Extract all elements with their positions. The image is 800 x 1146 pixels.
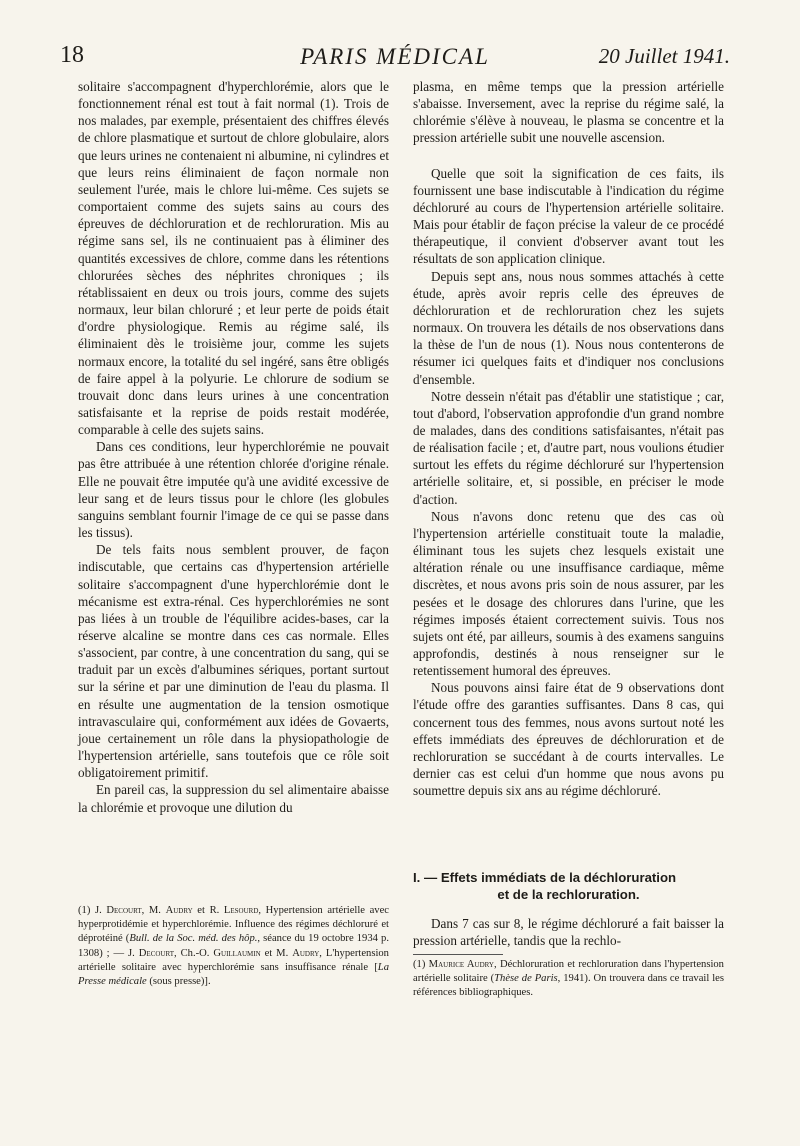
left-column [78,78,389,816]
paragraph: Quelle que soit la signification de ces faits, ils fournissent une base indiscutable à l'indication du régime déchloruré au cours de l'hypertension artérielle solitaire. Mais pour établir de façon précise la valeur de ce procédé thérapeutique, il convient d'observer avant tout les résultats de son application clinique. [413,165,724,267]
issue-date: 20 Juillet 1941. [598,44,730,68]
page-number: 18 [60,42,84,68]
left-footnote [78,904,389,989]
paragraph: Nous n'avons donc retenu que des cas où l'hypertension artérielle constituait toute la maladie, éliminant tous les sujets chez lesquels existait une altération rénale ou une insuffisance cardiaque, même discrètes, et nous avons pris soin de nous assurer, par les pesées et le dosage des chlorures dans l'urine, que les régimes imposés étaient correctement suivis. Tous nos sujets ont été, par ailleurs, soumis à des examens sanguins approfondis, destinés à nous renseigner sur le retentissement humoral des épreuves. [413,508,724,679]
paragraph: Nous pouvons ainsi faire état de 9 observations dont l'étude offre des garanties suffisantes. Dans 8 cas, qui concernent tous des femmes, nous avons surtout noté les effets immédiats des épreuves de déchloruration et de rechloruration se succédant à de courts intervalles. Le dernier cas est celui d'un homme que nous avons pu soumettre depuis six ans au régime déchloruré. [413,680,724,799]
section-heading: I. — Effets immédiats de la déchloruration et de la rechloruration. [413,870,677,902]
footnote-text: (1) Maurice Audry, Déchloruration et rechloruration dans l'hypertension artérielle solitaire (Thèse de Paris, 1941). On trouvera dans ce travail les références bibliographiques. [413,959,724,999]
paragraph: En pareil cas, la suppression du sel alimentaire abaisse la chlorémie et provoque une dilution du [78,782,389,815]
paragraph: Dans ces conditions, leur hyperchlorémie ne pouvait pas être attribuée à une rétention chlorée d'origine rénale. Elle ne pouvait être imputée qu'à une avidité excessive de leur sang et de leurs tissus pour le chlore (les globules sanguins semblant fournir l'image de ce qui se passe dans les tissus). [78,439,389,541]
right-footnote [413,958,724,1001]
paragraph: Notre dessein n'était pas d'établir une statistique ; car, tout d'abord, l'observation approfondie d'un grand nombre de malades, dans des conditions satisfaisantes, n'était pas de réalisation facile ; et, d'autre part, nous voulions étudier surtout les effets du régime déchloruré sur l'hypertension artérielle solitaire, et, si possible, en préciser le mode d'action. [413,388,724,507]
right-column [413,78,724,799]
paragraph: solitaire s'accompagnent d'hyperchlorémie, alors que le fonctionnement rénal est tout à fait normal (1). Trois de nos malades, par exemple, présentaient des chiffres élevés de chlore plasmatique et surtout de chlore globulaire, alors que leurs urines ne contenaient ni albumine, ni cylindres et que leurs reins éliminaient de façon normale non seulement l'urée, mais le chlore lui-même. Ces sujets se comportaient comme des sujets sains au cours des épreuves de déchloruration et de rechloruration. Mis au régime sans sel, ils ne continuaient pas à éliminer des quantités excessives de chlore, comme dans les rétentions chlorurées sèches des néphrites chroniques ; ils rétablissaient en deux ou trois jours, comme des sujets normaux, leur bilan chloruré ; et leur perte de poids était d'ordre physiologique. Remis au régime salé, ils éliminaient dès le troisième jour, comme les sujets normaux encore, la totalité du sel ingéré, sans être obligés de faire appel à la polyurie. Le chlorure de sodium se trouvait donc dans leurs urines à une concentration satisfaisante et la reprise de poids restait modérée, comparable à celle des sujets sains. [78,79,389,438]
paragraph: plasma, en même temps que la pression artérielle s'abaisse. Inversement, avec la reprise du régime salé, la chlorémie s'élève à nouveau, le plasma se concentre et la pression artérielle subit une nouvelle ascension. [413,79,724,146]
footnote-text: (1) J. Decourt, M. Audry et R. Lesourd, Hypertension artérielle avec hyperprotidémie et hyperchlorémie. Influence des régimes déchloruré et déprotéiné (Bull. de la Soc. méd. des hôp., séance du 19 octobre 1934 p. 1308) ; — J. Decourt, Ch.-O. Guillaumin et M. Audry, L'hypertension artérielle solitaire avec hyperchlorémie sans insuffisance rénale [La Presse médicale (sous presse)]. [78,905,390,988]
paragraph: De tels faits nous semblent prouver, de façon indiscutable, que certains cas d'hypertension artérielle solitaire s'accompagnent d'une hyperchlorémie dont le mécanisme est extra-rénal. Ces hyperchlorémies ne sont pas liées à un trouble de l'équilibre acides-bases, car la réserve alcaline se montre dans ces cas normale. Elles s'associent, par contre, à une concentration du sang, qui se traduit par un excès d'albumines sériques, portant surtout sur la sérine et par une diminution de l'eau du plasma. Il en résulte une augmentation de la tension osmotique intravasculaire qui, conformément aux idées de Govaerts, joue certainement un rôle dans la physiopathologie de l'hypertension artérielle, sans toutefois que ce rôle soit obligatoirement primitif. [78,542,389,781]
page-header [60,42,730,76]
paragraph: Dans 7 cas sur 8, le régime déchloruré a fait baisser la pression artérielle, tandis que la rechlo- [413,916,724,949]
footnote-divider [413,954,503,955]
right-column-continued [413,915,724,949]
paragraph: Depuis sept ans, nous nous sommes attachés à cette étude, après avoir repris celle des épreuves de déchloruration et de rechloruration chez les sujets normaux. On trouvera les détails de nos observations dans la thèse de l'un de nous (1). Nous nous contenterons de résumer ici quelques faits et d'indiquer nos conclusions d'ensemble. [413,268,724,387]
journal-title: PARIS MÉDICAL [300,44,490,69]
